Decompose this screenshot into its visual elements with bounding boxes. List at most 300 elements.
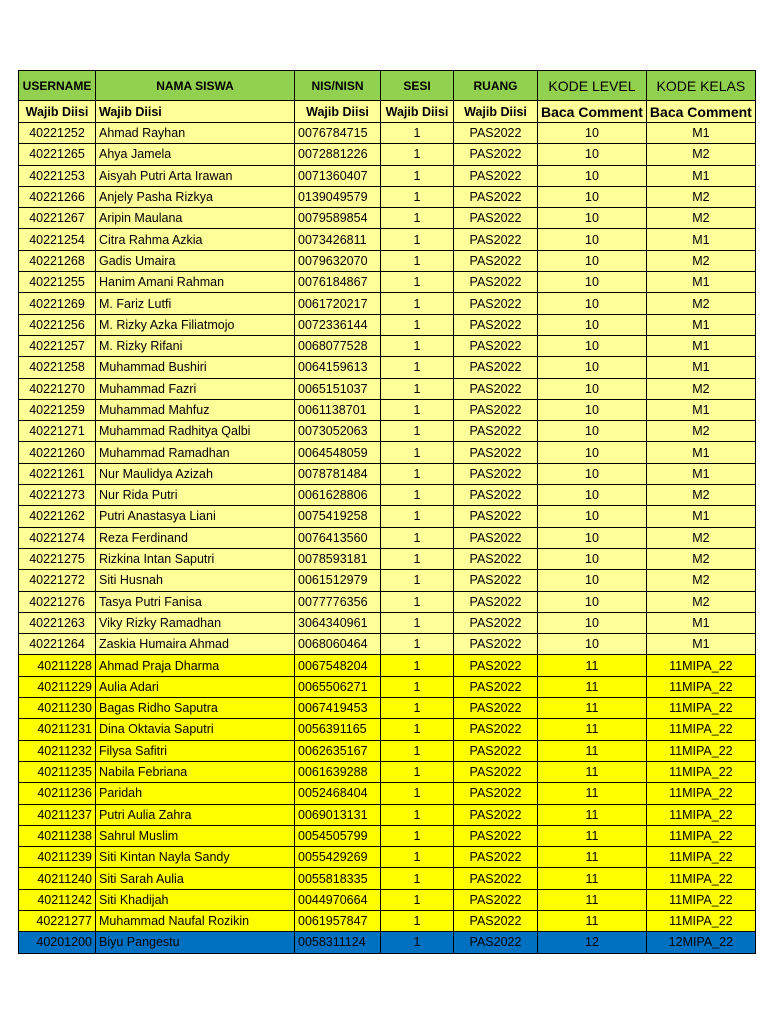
cell-kode-level[interactable]: 10 bbox=[538, 485, 647, 506]
cell-username[interactable]: 40221253 bbox=[19, 165, 96, 186]
cell-kode-kelas[interactable]: M2 bbox=[646, 527, 755, 548]
cell-kode-level[interactable]: 10 bbox=[538, 144, 647, 165]
cell-kode-level[interactable]: 10 bbox=[538, 570, 647, 591]
cell-ruang[interactable]: PAS2022 bbox=[454, 399, 538, 420]
req-kode-level[interactable]: Baca Comment bbox=[538, 101, 647, 123]
cell-kode-kelas[interactable]: M2 bbox=[646, 485, 755, 506]
cell-kode-level[interactable]: 10 bbox=[538, 208, 647, 229]
cell-username[interactable]: 40211240 bbox=[19, 868, 96, 889]
cell-nis-nisn[interactable]: 0069013131 bbox=[295, 804, 381, 825]
cell-username[interactable]: 40221274 bbox=[19, 527, 96, 548]
cell-ruang[interactable]: PAS2022 bbox=[454, 293, 538, 314]
cell-kode-level[interactable]: 10 bbox=[538, 442, 647, 463]
cell-sesi[interactable]: 1 bbox=[381, 421, 454, 442]
cell-sesi[interactable]: 1 bbox=[381, 761, 454, 782]
cell-ruang[interactable]: PAS2022 bbox=[454, 485, 538, 506]
cell-sesi[interactable]: 1 bbox=[381, 676, 454, 697]
cell-kode-level[interactable]: 10 bbox=[538, 229, 647, 250]
cell-nama-siswa[interactable]: Muhammad Fazri bbox=[96, 378, 295, 399]
cell-ruang[interactable]: PAS2022 bbox=[454, 378, 538, 399]
cell-sesi[interactable]: 1 bbox=[381, 719, 454, 740]
cell-nama-siswa[interactable]: Gadis Umaira bbox=[96, 250, 295, 271]
cell-kode-level[interactable]: 11 bbox=[538, 761, 647, 782]
cell-nis-nisn[interactable]: 0064159613 bbox=[295, 357, 381, 378]
cell-ruang[interactable]: PAS2022 bbox=[454, 612, 538, 633]
cell-username[interactable]: 40221260 bbox=[19, 442, 96, 463]
cell-ruang[interactable]: PAS2022 bbox=[454, 570, 538, 591]
cell-kode-kelas[interactable]: 11MIPA_22 bbox=[646, 847, 755, 868]
cell-nama-siswa[interactable]: Dina Oktavia Saputri bbox=[96, 719, 295, 740]
cell-nis-nisn[interactable]: 0079632070 bbox=[295, 250, 381, 271]
cell-kode-kelas[interactable]: M1 bbox=[646, 123, 755, 144]
cell-nis-nisn[interactable]: 3064340961 bbox=[295, 612, 381, 633]
cell-kode-kelas[interactable]: M1 bbox=[646, 357, 755, 378]
cell-kode-level[interactable]: 10 bbox=[538, 591, 647, 612]
cell-ruang[interactable]: PAS2022 bbox=[454, 889, 538, 910]
cell-kode-level[interactable]: 11 bbox=[538, 910, 647, 931]
cell-nis-nisn[interactable]: 0068060464 bbox=[295, 634, 381, 655]
cell-kode-kelas[interactable]: 11MIPA_22 bbox=[646, 719, 755, 740]
cell-nama-siswa[interactable]: Muhammad Bushiri bbox=[96, 357, 295, 378]
cell-nis-nisn[interactable]: 0079589854 bbox=[295, 208, 381, 229]
cell-kode-kelas[interactable]: 11MIPA_22 bbox=[646, 910, 755, 931]
cell-kode-kelas[interactable]: M1 bbox=[646, 335, 755, 356]
cell-nis-nisn[interactable]: 0056391165 bbox=[295, 719, 381, 740]
cell-ruang[interactable]: PAS2022 bbox=[454, 506, 538, 527]
cell-kode-level[interactable]: 11 bbox=[538, 868, 647, 889]
cell-kode-kelas[interactable]: 11MIPA_22 bbox=[646, 740, 755, 761]
req-kode-kelas[interactable]: Baca Comment bbox=[646, 101, 755, 123]
cell-kode-kelas[interactable]: M2 bbox=[646, 208, 755, 229]
cell-kode-level[interactable]: 10 bbox=[538, 186, 647, 207]
cell-kode-kelas[interactable]: M1 bbox=[646, 506, 755, 527]
cell-nama-siswa[interactable]: M. Fariz Lutfi bbox=[96, 293, 295, 314]
cell-nama-siswa[interactable]: Citra Rahma Azkia bbox=[96, 229, 295, 250]
cell-kode-kelas[interactable]: M2 bbox=[646, 378, 755, 399]
cell-sesi[interactable]: 1 bbox=[381, 591, 454, 612]
cell-ruang[interactable]: PAS2022 bbox=[454, 868, 538, 889]
cell-sesi[interactable]: 1 bbox=[381, 463, 454, 484]
cell-nama-siswa[interactable]: Tasya Putri Fanisa bbox=[96, 591, 295, 612]
header-username[interactable]: USERNAME bbox=[19, 71, 96, 101]
cell-sesi[interactable]: 1 bbox=[381, 485, 454, 506]
cell-sesi[interactable]: 1 bbox=[381, 698, 454, 719]
cell-nama-siswa[interactable]: Aripin Maulana bbox=[96, 208, 295, 229]
cell-kode-level[interactable]: 11 bbox=[538, 676, 647, 697]
header-row bbox=[19, 71, 756, 101]
cell-nis-nisn[interactable]: 0065151037 bbox=[295, 378, 381, 399]
cell-username[interactable]: 40211237 bbox=[19, 804, 96, 825]
cell-kode-kelas[interactable]: M2 bbox=[646, 186, 755, 207]
cell-nis-nisn[interactable]: 0075419258 bbox=[295, 506, 381, 527]
cell-sesi[interactable]: 1 bbox=[381, 868, 454, 889]
cell-username[interactable]: 40211239 bbox=[19, 847, 96, 868]
header-sesi[interactable]: SESI bbox=[381, 71, 454, 101]
cell-kode-kelas[interactable]: M2 bbox=[646, 293, 755, 314]
cell-username[interactable]: 40221267 bbox=[19, 208, 96, 229]
cell-ruang[interactable]: PAS2022 bbox=[454, 591, 538, 612]
cell-kode-level[interactable]: 10 bbox=[538, 463, 647, 484]
cell-kode-kelas[interactable]: 11MIPA_22 bbox=[646, 825, 755, 846]
req-sesi[interactable]: Wajib Diisi bbox=[381, 101, 454, 123]
cell-kode-kelas[interactable]: 11MIPA_22 bbox=[646, 676, 755, 697]
cell-sesi[interactable]: 1 bbox=[381, 740, 454, 761]
cell-nama-siswa[interactable]: Aisyah Putri Arta Irawan bbox=[96, 165, 295, 186]
cell-sesi[interactable]: 1 bbox=[381, 399, 454, 420]
cell-ruang[interactable]: PAS2022 bbox=[454, 165, 538, 186]
cell-sesi[interactable]: 1 bbox=[381, 910, 454, 931]
cell-nama-siswa[interactable]: Ahmad Praja Dharma bbox=[96, 655, 295, 676]
cell-kode-level[interactable]: 10 bbox=[538, 250, 647, 271]
cell-nama-siswa[interactable]: M. Rizky Rifani bbox=[96, 335, 295, 356]
cell-nis-nisn[interactable]: 0058311124 bbox=[295, 932, 381, 953]
cell-username[interactable]: 40221254 bbox=[19, 229, 96, 250]
cell-kode-level[interactable]: 11 bbox=[538, 847, 647, 868]
cell-nis-nisn[interactable]: 0073052063 bbox=[295, 421, 381, 442]
cell-nis-nisn[interactable]: 0067548204 bbox=[295, 655, 381, 676]
cell-sesi[interactable]: 1 bbox=[381, 570, 454, 591]
cell-ruang[interactable]: PAS2022 bbox=[454, 655, 538, 676]
cell-kode-kelas[interactable]: 11MIPA_22 bbox=[646, 868, 755, 889]
cell-sesi[interactable]: 1 bbox=[381, 293, 454, 314]
cell-ruang[interactable]: PAS2022 bbox=[454, 229, 538, 250]
cell-username[interactable]: 40221262 bbox=[19, 506, 96, 527]
cell-ruang[interactable]: PAS2022 bbox=[454, 804, 538, 825]
cell-username[interactable]: 40221257 bbox=[19, 335, 96, 356]
cell-ruang[interactable]: PAS2022 bbox=[454, 463, 538, 484]
cell-nis-nisn[interactable]: 0139049579 bbox=[295, 186, 381, 207]
cell-nis-nisn[interactable]: 0068077528 bbox=[295, 335, 381, 356]
cell-nis-nisn[interactable]: 0067419453 bbox=[295, 698, 381, 719]
cell-kode-level[interactable]: 10 bbox=[538, 357, 647, 378]
cell-username[interactable]: 40221276 bbox=[19, 591, 96, 612]
cell-sesi[interactable]: 1 bbox=[381, 527, 454, 548]
cell-sesi[interactable]: 1 bbox=[381, 932, 454, 953]
cell-nama-siswa[interactable]: Viky Rizky Ramadhan bbox=[96, 612, 295, 633]
cell-username[interactable]: 40221256 bbox=[19, 314, 96, 335]
cell-ruang[interactable]: PAS2022 bbox=[454, 144, 538, 165]
cell-ruang[interactable]: PAS2022 bbox=[454, 250, 538, 271]
cell-username[interactable]: 40221261 bbox=[19, 463, 96, 484]
cell-ruang[interactable]: PAS2022 bbox=[454, 761, 538, 782]
cell-kode-level[interactable]: 11 bbox=[538, 719, 647, 740]
cell-nis-nisn[interactable]: 0076413560 bbox=[295, 527, 381, 548]
cell-sesi[interactable]: 1 bbox=[381, 378, 454, 399]
table-row bbox=[19, 634, 756, 655]
cell-nama-siswa[interactable]: Siti Sarah Aulia bbox=[96, 868, 295, 889]
cell-sesi[interactable]: 1 bbox=[381, 825, 454, 846]
header-ruang[interactable]: RUANG bbox=[454, 71, 538, 101]
cell-username[interactable]: 40211242 bbox=[19, 889, 96, 910]
cell-username[interactable]: 40221264 bbox=[19, 634, 96, 655]
cell-username[interactable]: 40221259 bbox=[19, 399, 96, 420]
table-row bbox=[19, 889, 756, 910]
cell-kode-kelas[interactable]: 11MIPA_22 bbox=[646, 698, 755, 719]
cell-ruang[interactable]: PAS2022 bbox=[454, 740, 538, 761]
cell-username[interactable]: 40211238 bbox=[19, 825, 96, 846]
cell-ruang[interactable]: PAS2022 bbox=[454, 272, 538, 293]
cell-nis-nisn[interactable]: 0061512979 bbox=[295, 570, 381, 591]
cell-kode-level[interactable]: 10 bbox=[538, 634, 647, 655]
cell-kode-level[interactable]: 10 bbox=[538, 399, 647, 420]
cell-username[interactable]: 40221263 bbox=[19, 612, 96, 633]
cell-kode-kelas[interactable]: 11MIPA_22 bbox=[646, 655, 755, 676]
cell-nama-siswa[interactable]: Nabila Febriana bbox=[96, 761, 295, 782]
cell-ruang[interactable]: PAS2022 bbox=[454, 825, 538, 846]
req-nama-siswa[interactable]: Wajib Diisi bbox=[96, 101, 295, 123]
cell-nama-siswa[interactable]: M. Rizky Azka Filiatmojo bbox=[96, 314, 295, 335]
cell-nama-siswa[interactable]: Biyu Pangestu bbox=[96, 932, 295, 953]
cell-ruang[interactable]: PAS2022 bbox=[454, 314, 538, 335]
cell-sesi[interactable]: 1 bbox=[381, 335, 454, 356]
header-kode-level[interactable]: KODE LEVEL bbox=[538, 71, 647, 101]
cell-ruang[interactable]: PAS2022 bbox=[454, 527, 538, 548]
cell-nama-siswa[interactable]: Anjely Pasha Rizkya bbox=[96, 186, 295, 207]
cell-kode-kelas[interactable]: M2 bbox=[646, 144, 755, 165]
cell-ruang[interactable]: PAS2022 bbox=[454, 698, 538, 719]
cell-nama-siswa[interactable]: Bagas Ridho Saputra bbox=[96, 698, 295, 719]
cell-nama-siswa[interactable]: Hanim Amani Rahman bbox=[96, 272, 295, 293]
cell-nis-nisn[interactable]: 0055429269 bbox=[295, 847, 381, 868]
cell-kode-kelas[interactable]: M1 bbox=[646, 272, 755, 293]
cell-kode-level[interactable]: 10 bbox=[538, 506, 647, 527]
cell-sesi[interactable]: 1 bbox=[381, 314, 454, 335]
cell-username[interactable]: 40221252 bbox=[19, 123, 96, 144]
cell-nis-nisn[interactable]: 0054505799 bbox=[295, 825, 381, 846]
cell-nis-nisn[interactable]: 0061138701 bbox=[295, 399, 381, 420]
cell-ruang[interactable]: PAS2022 bbox=[454, 123, 538, 144]
table-row bbox=[19, 421, 756, 442]
cell-username[interactable]: 40221275 bbox=[19, 548, 96, 569]
cell-nis-nisn[interactable]: 0078781484 bbox=[295, 463, 381, 484]
cell-kode-kelas[interactable]: 11MIPA_22 bbox=[646, 889, 755, 910]
cell-kode-kelas[interactable]: M2 bbox=[646, 591, 755, 612]
header-nis-nisn[interactable]: NIS/NISN bbox=[295, 71, 381, 101]
cell-nama-siswa[interactable]: Nur Rida Putri bbox=[96, 485, 295, 506]
cell-kode-level[interactable]: 11 bbox=[538, 655, 647, 676]
cell-username[interactable]: 40221269 bbox=[19, 293, 96, 314]
cell-nama-siswa[interactable]: Muhammad Radhitya Qalbi bbox=[96, 421, 295, 442]
cell-ruang[interactable]: PAS2022 bbox=[454, 847, 538, 868]
cell-username[interactable]: 40211229 bbox=[19, 676, 96, 697]
cell-username[interactable]: 40221268 bbox=[19, 250, 96, 271]
cell-username[interactable]: 40221255 bbox=[19, 272, 96, 293]
cell-sesi[interactable]: 1 bbox=[381, 847, 454, 868]
cell-kode-kelas[interactable]: M1 bbox=[646, 314, 755, 335]
req-nis-nisn[interactable]: Wajib Diisi bbox=[295, 101, 381, 123]
cell-username[interactable]: 40221271 bbox=[19, 421, 96, 442]
cell-kode-kelas[interactable]: M2 bbox=[646, 548, 755, 569]
cell-kode-kelas[interactable]: M1 bbox=[646, 442, 755, 463]
header-nama-siswa[interactable]: NAMA SISWA bbox=[96, 71, 295, 101]
cell-nama-siswa[interactable]: Siti Kintan Nayla Sandy bbox=[96, 847, 295, 868]
cell-nama-siswa[interactable]: Ahmad Rayhan bbox=[96, 123, 295, 144]
cell-username[interactable]: 40221272 bbox=[19, 570, 96, 591]
cell-sesi[interactable]: 1 bbox=[381, 144, 454, 165]
cell-nis-nisn[interactable]: 0071360407 bbox=[295, 165, 381, 186]
cell-nis-nisn[interactable]: 0065506271 bbox=[295, 676, 381, 697]
cell-nama-siswa[interactable]: Filysa Safitri bbox=[96, 740, 295, 761]
cell-sesi[interactable]: 1 bbox=[381, 208, 454, 229]
cell-username[interactable]: 40221265 bbox=[19, 144, 96, 165]
cell-username[interactable]: 40221277 bbox=[19, 910, 96, 931]
cell-nama-siswa[interactable]: Muhammad Mahfuz bbox=[96, 399, 295, 420]
cell-nis-nisn[interactable]: 0061628806 bbox=[295, 485, 381, 506]
cell-sesi[interactable]: 1 bbox=[381, 357, 454, 378]
cell-ruang[interactable]: PAS2022 bbox=[454, 421, 538, 442]
cell-nis-nisn[interactable]: 0077776356 bbox=[295, 591, 381, 612]
cell-nis-nisn[interactable]: 0061639288 bbox=[295, 761, 381, 782]
cell-kode-kelas[interactable]: M1 bbox=[646, 634, 755, 655]
cell-sesi[interactable]: 1 bbox=[381, 165, 454, 186]
cell-nama-siswa[interactable]: Paridah bbox=[96, 783, 295, 804]
table-row bbox=[19, 229, 756, 250]
cell-sesi[interactable]: 1 bbox=[381, 123, 454, 144]
cell-sesi[interactable]: 1 bbox=[381, 186, 454, 207]
cell-sesi[interactable]: 1 bbox=[381, 655, 454, 676]
cell-username[interactable]: 40211236 bbox=[19, 783, 96, 804]
cell-kode-level[interactable]: 10 bbox=[538, 123, 647, 144]
cell-kode-kelas[interactable]: 11MIPA_22 bbox=[646, 761, 755, 782]
req-username[interactable]: Wajib Diisi bbox=[19, 101, 96, 123]
cell-kode-level[interactable]: 12 bbox=[538, 932, 647, 953]
cell-kode-kelas[interactable]: 11MIPA_22 bbox=[646, 804, 755, 825]
cell-sesi[interactable]: 1 bbox=[381, 229, 454, 250]
cell-kode-level[interactable]: 11 bbox=[538, 889, 647, 910]
cell-nama-siswa[interactable]: Nur Maulidya Azizah bbox=[96, 463, 295, 484]
cell-username[interactable]: 40211231 bbox=[19, 719, 96, 740]
cell-kode-kelas[interactable]: M1 bbox=[646, 612, 755, 633]
table-row bbox=[19, 293, 756, 314]
cell-nama-siswa[interactable]: Siti Khadijah bbox=[96, 889, 295, 910]
cell-username[interactable]: 40221273 bbox=[19, 485, 96, 506]
cell-nama-siswa[interactable]: Putri Aulia Zahra bbox=[96, 804, 295, 825]
cell-kode-level[interactable]: 11 bbox=[538, 783, 647, 804]
cell-nama-siswa[interactable]: Aulia Adari bbox=[96, 676, 295, 697]
table-row bbox=[19, 719, 756, 740]
cell-nama-siswa[interactable]: Rizkina Intan Saputri bbox=[96, 548, 295, 569]
cell-kode-kelas[interactable]: M2 bbox=[646, 421, 755, 442]
cell-ruang[interactable]: PAS2022 bbox=[454, 676, 538, 697]
cell-ruang[interactable]: PAS2022 bbox=[454, 910, 538, 931]
cell-kode-level[interactable]: 10 bbox=[538, 612, 647, 633]
cell-ruang[interactable]: PAS2022 bbox=[454, 783, 538, 804]
cell-nama-siswa[interactable]: Muhammad Ramadhan bbox=[96, 442, 295, 463]
cell-username[interactable]: 40211230 bbox=[19, 698, 96, 719]
cell-sesi[interactable]: 1 bbox=[381, 548, 454, 569]
header-kode-kelas[interactable]: KODE KELAS bbox=[646, 71, 755, 101]
cell-nis-nisn[interactable]: 0064548059 bbox=[295, 442, 381, 463]
cell-nis-nisn[interactable]: 0052468404 bbox=[295, 783, 381, 804]
table-row bbox=[19, 144, 756, 165]
cell-nama-siswa[interactable]: Siti Husnah bbox=[96, 570, 295, 591]
cell-username[interactable]: 40201200 bbox=[19, 932, 96, 953]
cell-nis-nisn[interactable]: 0072336144 bbox=[295, 314, 381, 335]
cell-ruang[interactable]: PAS2022 bbox=[454, 357, 538, 378]
cell-nama-siswa[interactable]: Reza Ferdinand bbox=[96, 527, 295, 548]
cell-sesi[interactable]: 1 bbox=[381, 804, 454, 825]
cell-ruang[interactable]: PAS2022 bbox=[454, 208, 538, 229]
cell-kode-level[interactable]: 10 bbox=[538, 378, 647, 399]
table-row bbox=[19, 825, 756, 846]
req-ruang[interactable]: Wajib Diisi bbox=[454, 101, 538, 123]
cell-nis-nisn[interactable]: 0073426811 bbox=[295, 229, 381, 250]
cell-username[interactable]: 40221266 bbox=[19, 186, 96, 207]
cell-nis-nisn[interactable]: 0055818335 bbox=[295, 868, 381, 889]
table-row bbox=[19, 612, 756, 633]
cell-kode-level[interactable]: 11 bbox=[538, 740, 647, 761]
cell-ruang[interactable]: PAS2022 bbox=[454, 634, 538, 655]
cell-kode-kelas[interactable]: M2 bbox=[646, 570, 755, 591]
cell-sesi[interactable]: 1 bbox=[381, 783, 454, 804]
cell-sesi[interactable]: 1 bbox=[381, 612, 454, 633]
cell-username[interactable]: 40211235 bbox=[19, 761, 96, 782]
cell-nis-nisn[interactable]: 0061957847 bbox=[295, 910, 381, 931]
cell-ruang[interactable]: PAS2022 bbox=[454, 719, 538, 740]
cell-nama-siswa[interactable]: Muhammad Naufal Rozikin bbox=[96, 910, 295, 931]
cell-kode-kelas[interactable]: M1 bbox=[646, 165, 755, 186]
cell-nis-nisn[interactable]: 0044970664 bbox=[295, 889, 381, 910]
table-row bbox=[19, 847, 756, 868]
cell-ruang[interactable]: PAS2022 bbox=[454, 932, 538, 953]
table-row bbox=[19, 698, 756, 719]
cell-kode-level[interactable]: 11 bbox=[538, 804, 647, 825]
cell-ruang[interactable]: PAS2022 bbox=[454, 442, 538, 463]
cell-ruang[interactable]: PAS2022 bbox=[454, 548, 538, 569]
cell-sesi[interactable]: 1 bbox=[381, 889, 454, 910]
cell-kode-kelas[interactable]: 11MIPA_22 bbox=[646, 783, 755, 804]
cell-kode-kelas[interactable]: 12MIPA_22 bbox=[646, 932, 755, 953]
cell-nis-nisn[interactable]: 0076184867 bbox=[295, 272, 381, 293]
cell-kode-level[interactable]: 11 bbox=[538, 698, 647, 719]
cell-nama-siswa[interactable]: Ahya Jamela bbox=[96, 144, 295, 165]
cell-nis-nisn[interactable]: 0078593181 bbox=[295, 548, 381, 569]
cell-username[interactable]: 40221258 bbox=[19, 357, 96, 378]
cell-kode-level[interactable]: 10 bbox=[538, 548, 647, 569]
cell-sesi[interactable]: 1 bbox=[381, 442, 454, 463]
cell-kode-level[interactable]: 11 bbox=[538, 825, 647, 846]
cell-kode-level[interactable]: 10 bbox=[538, 314, 647, 335]
cell-nis-nisn[interactable]: 0061720217 bbox=[295, 293, 381, 314]
cell-sesi[interactable]: 1 bbox=[381, 506, 454, 527]
cell-username[interactable]: 40221270 bbox=[19, 378, 96, 399]
cell-nis-nisn[interactable]: 0076784715 bbox=[295, 123, 381, 144]
cell-sesi[interactable]: 1 bbox=[381, 250, 454, 271]
cell-kode-level[interactable]: 10 bbox=[538, 293, 647, 314]
cell-username[interactable]: 40211228 bbox=[19, 655, 96, 676]
cell-sesi[interactable]: 1 bbox=[381, 272, 454, 293]
cell-kode-level[interactable]: 10 bbox=[538, 335, 647, 356]
cell-nama-siswa[interactable]: Sahrul Muslim bbox=[96, 825, 295, 846]
cell-nis-nisn[interactable]: 0072881226 bbox=[295, 144, 381, 165]
cell-ruang[interactable]: PAS2022 bbox=[454, 186, 538, 207]
cell-kode-kelas[interactable]: M2 bbox=[646, 250, 755, 271]
table-row bbox=[19, 463, 756, 484]
cell-kode-level[interactable]: 10 bbox=[538, 421, 647, 442]
cell-sesi[interactable]: 1 bbox=[381, 634, 454, 655]
cell-username[interactable]: 40211232 bbox=[19, 740, 96, 761]
cell-kode-kelas[interactable]: M1 bbox=[646, 463, 755, 484]
cell-kode-level[interactable]: 10 bbox=[538, 165, 647, 186]
cell-kode-level[interactable]: 10 bbox=[538, 527, 647, 548]
cell-ruang[interactable]: PAS2022 bbox=[454, 335, 538, 356]
cell-nama-siswa[interactable]: Zaskia Humaira Ahmad bbox=[96, 634, 295, 655]
cell-nama-siswa[interactable]: Putri Anastasya Liani bbox=[96, 506, 295, 527]
cell-kode-kelas[interactable]: M1 bbox=[646, 229, 755, 250]
cell-nis-nisn[interactable]: 0062635167 bbox=[295, 740, 381, 761]
cell-kode-level[interactable]: 10 bbox=[538, 272, 647, 293]
cell-kode-kelas[interactable]: M1 bbox=[646, 399, 755, 420]
